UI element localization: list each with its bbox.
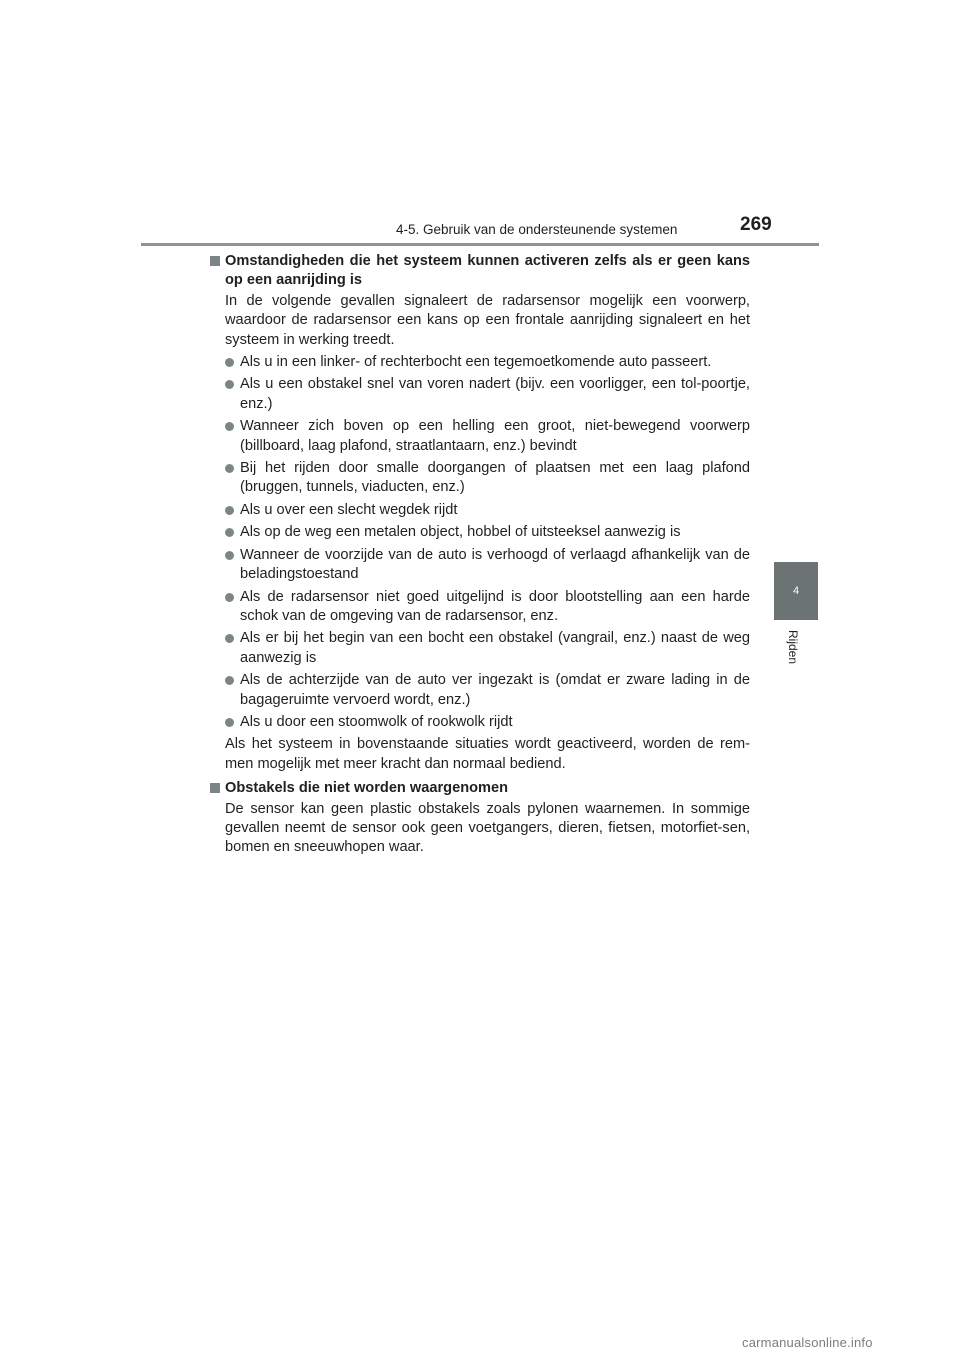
square-bullet-icon [210, 256, 220, 266]
chapter-tab: 4 [774, 562, 818, 620]
list-item: Als u een obstakel snel van voren nadert (bijv. een voorligger, een tol-poortje, enz.) [210, 375, 750, 414]
round-bullet-icon [225, 464, 234, 473]
list-item: Als de achterzijde van de auto ver ingezakt is (omdat er zware lading in de bagageruimte vervoerd wordt, enz.) [210, 671, 750, 710]
round-bullet-icon [225, 551, 234, 560]
list-item: Als er bij het begin van een bocht een obstakel (vangrail, enz.) naast de weg aanwezig is [210, 629, 750, 668]
square-bullet-icon [210, 783, 220, 793]
page-content [210, 252, 750, 861]
list-item: Als op de weg een metalen object, hobbel of uitsteeksel aanwezig is [210, 523, 750, 542]
round-bullet-icon [225, 358, 234, 367]
page-number: 269 [740, 214, 772, 235]
section-body: De sensor kan geen plastic obstakels zoals pylonen waarnemen. In sommige gevallen neemt de sensor ook geen voetgangers, dieren, fietsen, motorfiet-sen, bomen en sneeuwhopen waar. [225, 800, 750, 856]
list-item: Bij het rijden door smalle doorgangen of plaatsen met een laag plafond (bruggen, tunnels, viaducten, enz.) [210, 459, 750, 498]
section-closing: Als het systeem in bovenstaande situaties wordt geactiveerd, worden de rem-men mogelijk met meer kracht dan normaal bediend. [225, 736, 750, 772]
watermark: carmanualsonline.info [742, 1335, 873, 1350]
round-bullet-icon [225, 506, 234, 515]
list-item: Als u in een linker- of rechterbocht een tegemoetkomende auto passeert. [210, 353, 750, 372]
header-divider [141, 243, 819, 246]
list-item: Wanneer zich boven op een helling een groot, niet-bewegend voorwerp (billboard, laag plafond, straatlantaarn, enz.) bevindt [210, 417, 750, 456]
round-bullet-icon [225, 593, 234, 602]
chapter-label: Rijden [786, 630, 800, 665]
round-bullet-icon [225, 634, 234, 643]
round-bullet-icon [225, 380, 234, 389]
list-item: Als de radarsensor niet goed uitgelijnd is door blootstelling aan een harde schok van de omgeving van de radarsensor, enz. [210, 588, 750, 627]
section-heading: Obstakels die niet worden waargenomen [210, 779, 750, 798]
section-intro: In de volgende gevallen signaleert de radarsensor mogelijk een voorwerp, waardoor de radarsensor een kans op een frontale aanrijding signaleert en het systeem in werking treedt. [225, 292, 750, 348]
round-bullet-icon [225, 422, 234, 431]
list-item: Als u door een stoomwolk of rookwolk rijdt [210, 713, 750, 732]
list-item: Wanneer de voorzijde van de auto is verhoogd of verlaagd afhankelijk van de beladingstoestand [210, 546, 750, 585]
round-bullet-icon [225, 528, 234, 537]
list-item: Als u over een slecht wegdek rijdt [210, 501, 750, 520]
section-heading: Omstandigheden die het systeem kunnen activeren zelfs als er geen kans op een aanrijding is [210, 252, 750, 291]
round-bullet-icon [225, 718, 234, 727]
running-header: 4-5. Gebruik van de ondersteunende systemen [396, 222, 678, 237]
round-bullet-icon [225, 676, 234, 685]
